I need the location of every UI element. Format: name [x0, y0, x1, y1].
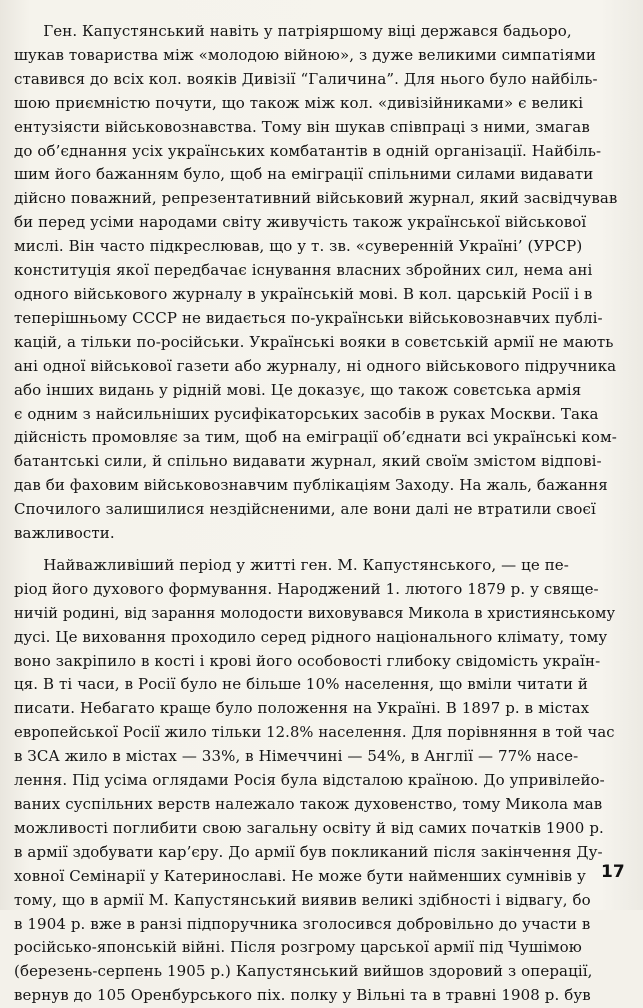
- text-line: ваних суспільних верств належало також духовенство, тому Микола мав: [14, 795, 603, 813]
- text-line: шукав товариства між «молодою війною», з дуже великими симпатіями: [14, 45, 596, 64]
- text-line: мислі. Він часто підкреслював, що у т. зв. «суверенній Україні’ (УРСР): [14, 237, 583, 256]
- text-line: конституція якої передбачає існування власних збройних сил, нема ані: [14, 261, 593, 280]
- text-line: ані одної військової газети або журналу, ні одного військового підручника: [14, 356, 617, 375]
- text-line: ставився до всіх кол. вояків Дивізії “Галичина”. Для нього було найбіль-: [14, 69, 598, 88]
- text-line: одного військового журналу в українській мові. В кол. царській Росії і в: [14, 284, 593, 303]
- text-line: вернув до 105 Оренбурського піх. полку у Вільні та в травні 1908 р. був: [14, 986, 591, 1005]
- text-line: лення. Під усіма оглядами Росія була відсталою країною. До упривілейо-: [14, 771, 605, 790]
- text-line: ентузіясти військовознавства. Тому він шукав співпраці з ними, змагав: [14, 117, 590, 136]
- text-line: в ЗСА жило в містах — 33%, в Німеччині — 54%, в Англії — 77% насе-: [14, 747, 579, 766]
- paragraph-1: [14, 20, 618, 546]
- text-line: Спочилого залишилися нездійсненими, але вони далі не втратили своєї: [14, 500, 596, 519]
- text-line: писати. Небагато краще було положення на Україні. В 1897 р. в містах: [14, 699, 590, 718]
- text-line: би перед усіми народами світу живучість також української військової: [14, 213, 587, 232]
- text-line: (березень-серпень 1905 р.) Капустянський вийшов здоровий з операції,: [14, 962, 593, 981]
- text-line: можливості поглибити свою загальну освіту й від самих початків 1900 р.: [14, 818, 604, 837]
- text-line: шою приємністю почути, що також між кол. «дивізійниками» є великі: [14, 93, 584, 112]
- text-line: або інших видань у рідній мові. Це доказує, що також совєтська армія: [14, 380, 582, 399]
- text-line: в 1904 р. вже в ранзі підпоручника зголосився добровільно до участи в: [14, 914, 591, 933]
- text-line: Найважливіший період у житті ген. М. Капустянського, — це пе-: [14, 555, 569, 574]
- body-text: [14, 20, 618, 1008]
- text-line: шим його бажанням було, щоб на еміграції спільними силами видавати: [14, 165, 594, 184]
- text-line: російсько-японській війні. Після розгрому царської армії під Чушімою: [14, 938, 582, 957]
- text-line: кацій, а тільки по-російськи. Українські вояки в совєтській армії не мають: [14, 332, 614, 351]
- text-line: важливости.: [14, 524, 115, 543]
- text-line: ховної Семінарії у Катеринославі. Не може бути найменших сумнівів у: [14, 866, 586, 885]
- paragraph-spacer: [14, 546, 618, 554]
- text-line: воно закріпило в кості і крові його особовості глибоку свідомість україн-: [14, 651, 601, 670]
- text-line: теперішньому СССР не видається по-українськи військовознавчих публі-: [14, 308, 603, 327]
- text-line: є одним з найсильніших русифікаторських засобів в руках Москви. Така: [14, 404, 599, 423]
- text-line: дав би фаховим військовознавчим публікаціям Заходу. На жаль, бажання: [14, 476, 608, 495]
- text-line: ця. В ті часи, в Росії було не більше 10% населення, що вміли читати й: [14, 675, 589, 694]
- page-number: 17: [601, 862, 625, 882]
- text-line: ничій родині, від зарання молодости виховувався Микола в християнському: [14, 604, 616, 622]
- text-line: в армії здобувати кар’єру. До армії був покликаний після закінчення Ду-: [14, 842, 603, 861]
- paragraph-2: [14, 554, 618, 1008]
- text-line: дусі. Це виховання проходило серед рідного національного клімату, тому: [14, 627, 608, 646]
- text-line: ріод його духового формування. Народжений 1. лютого 1879 р. у свяще-: [14, 579, 599, 598]
- text-line: европейської Росії жило тільки 12.8% населення. Для порівняння в той час: [14, 724, 615, 742]
- text-line: тому, що в армії М. Капустянський виявив великі здібності і відвагу, бо: [14, 890, 591, 909]
- text-line: Ген. Капустянський навіть у патріяршому віці держався бадьоро,: [14, 22, 572, 40]
- text-line: до об’єднання усіх українських комбатантів в одній організації. Найбіль-: [14, 141, 602, 160]
- text-line: батантські сили, й спільно видавати журнал, який своїм змістом відпові-: [14, 452, 602, 471]
- text-line: дійсно поважний, репрезентативний військовий журнал, який засвідчував: [14, 189, 618, 208]
- text-line: дійсність промовляє за тим, щоб на еміграції об’єднати всі українські ком-: [14, 428, 617, 447]
